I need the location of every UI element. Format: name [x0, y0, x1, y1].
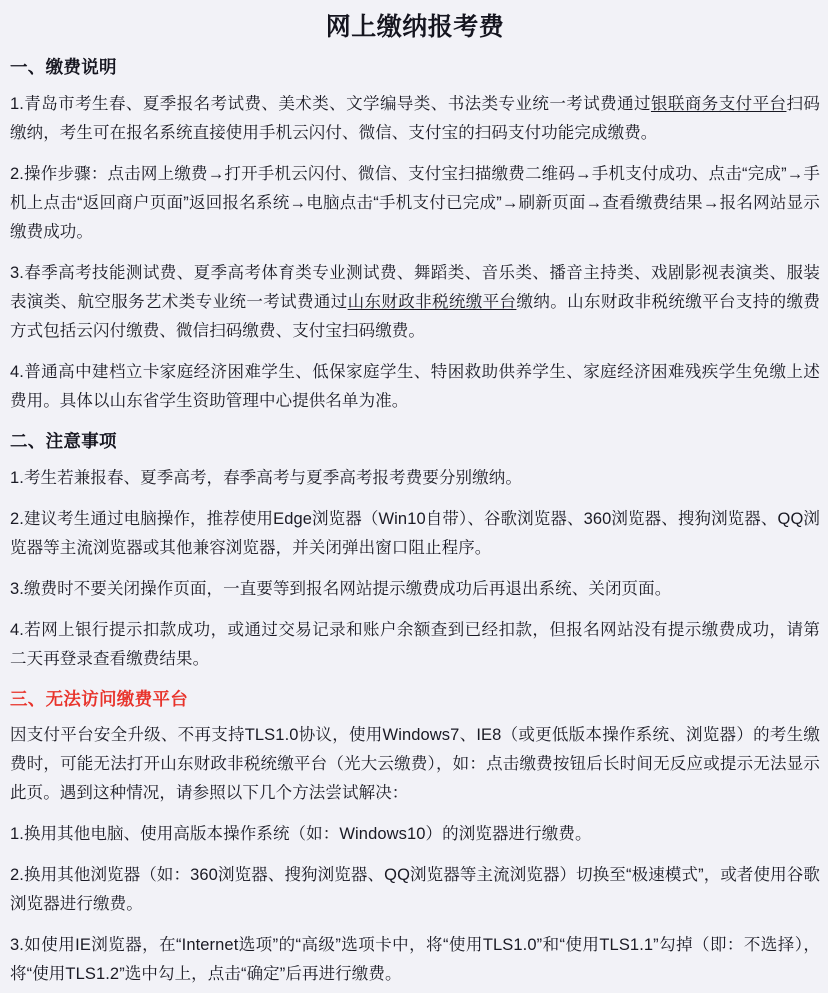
paragraph: [10, 721, 820, 808]
paragraph-text: 4.若网上银行提示扣款成功，或通过交易记录和账户余额查到已经扣款，但报名网站没有提示缴费成功，请第二天再登录查看缴费结果。: [10, 620, 820, 668]
paragraph-text: 2.建议考生通过电脑操作，推荐使用Edge浏览器（Win10自带）、谷歌浏览器、360浏览器、搜狗浏览器、QQ浏览器等主流浏览器或其他兼容浏览器，并关闭弹出窗口阻止程序。: [10, 509, 820, 557]
paragraph: [10, 575, 820, 604]
paragraph-text: 因支付平台安全升级、不再支持TLS1.0协议，使用Windows7、IE8（或更低版本操作系统、浏览器）的考生缴费时，可能无法打开山东财政非税统缴平台（光大云缴费），如：点击缴费按钮后长时间无反应或提示无法显示此页。遇到这种情况，请参照以下几个方法尝试解决：: [10, 726, 820, 803]
section-body: [10, 721, 820, 989]
paragraph: [10, 464, 820, 493]
platform-link-text[interactable]: 银联商务支付平台: [650, 94, 787, 113]
section-body: [10, 464, 820, 674]
paragraph: [10, 90, 820, 148]
page-title: 网上缴纳报考费: [325, 13, 505, 41]
paragraph: [10, 820, 820, 849]
paragraph: [10, 931, 820, 989]
document-section: [10, 56, 820, 416]
paragraph-text: 3.春季高考技能测试费、夏季高考体育类专业测试费、舞蹈类、音乐类、播音主持类、戏剧影视表演类、服装表演类、航空服务艺术类专业统一考试费通过: [10, 263, 820, 311]
platform-link-text[interactable]: 山东财政非税统缴平台: [347, 292, 517, 311]
paragraph: [10, 160, 820, 247]
document-section: [10, 430, 820, 674]
paragraph-text: 3.缴费时不要关闭操作页面，一直要等到报名网站提示缴费成功后再退出系统、关闭页面。: [10, 579, 672, 598]
paragraph-text: 2.换用其他浏览器（如：360浏览器、搜狗浏览器、QQ浏览器等主流浏览器）切换至“极速模式”，或者使用谷歌浏览器进行缴费。: [10, 866, 820, 914]
paragraph-text: 3.如使用IE浏览器，在“Internet选项”的“高级”选项卡中，将“使用TLS1.0”和“使用TLS1.1”勾掉（即：不选择），将“使用TLS1.2”选中勾上，点击“确定”后再进行缴费。: [10, 936, 820, 984]
paragraph: [10, 259, 820, 346]
section-body: [10, 90, 820, 416]
paragraph: [10, 505, 820, 563]
section-heading: 三、无法访问缴费平台: [10, 688, 188, 709]
paragraph-text: 1.考生若兼报春、夏季高考，春季高考与夏季高考报考费要分别缴纳。: [10, 468, 522, 487]
document-section: [10, 688, 820, 990]
paragraph-text: 1.换用其他电脑、使用高版本操作系统（如：Windows10）的浏览器进行缴费。: [10, 825, 592, 844]
paragraph-text: 扫码缴纳，考生可在报名系统直接使用手机云闪付、微信、支付宝的扫码支付功能完成缴费。: [10, 94, 820, 142]
paragraph: [10, 616, 820, 674]
paragraph-text: 缴纳。山东财政非税统缴平台支持的缴费方式包括云闪付缴费、微信扫码缴费、支付宝扫码缴费。: [10, 292, 821, 340]
section-heading: 一、缴费说明: [10, 57, 117, 77]
document-sections: [10, 56, 820, 989]
paragraph: [10, 861, 820, 919]
section-heading: 二、注意事项: [10, 430, 117, 451]
paragraph-text: 2.操作步骤：点击网上缴费→打开手机云闪付、微信、支付宝扫描缴费二维码→手机支付成功、点击“完成”→手机上点击“返回商户页面”返回报名系统→电脑点击“手机支付已完成”→刷新页面→查看缴费结果→报名网站显示缴费成功。: [10, 164, 820, 241]
paragraph-text: 1.青岛市考生春、夏季报名考试费、美术类、文学编导类、书法类专业统一考试费通过: [10, 94, 651, 113]
paragraph-text: 4.普通高中建档立卡家庭经济困难学生、低保家庭学生、特困救助供养学生、家庭经济困难残疾学生免缴上述费用。具体以山东省学生资助管理中心提供名单为准。: [10, 362, 820, 410]
paragraph: [10, 358, 820, 416]
